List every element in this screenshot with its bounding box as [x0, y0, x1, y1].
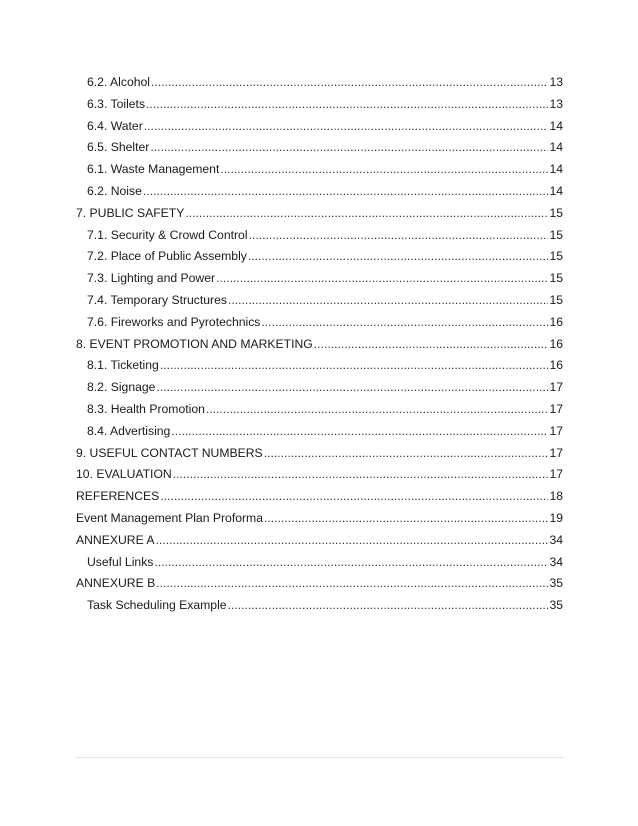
toc-entry-label: 8.2. Signage — [87, 380, 156, 395]
toc-entry[interactable] — [0, 400, 563, 422]
toc-entry-page-number: 16 — [549, 336, 563, 351]
toc-entry-label: REFERENCES — [76, 489, 160, 504]
toc-entry-label: 7.6. Fireworks and Pyrotechnics — [87, 314, 261, 329]
toc-entry[interactable] — [0, 291, 563, 313]
toc-entry[interactable] — [0, 117, 563, 139]
toc-entry[interactable] — [0, 356, 563, 378]
toc-entry-page-number: 14 — [549, 140, 563, 155]
toc-entry-label: 7.1. Security & Crowd Control — [87, 227, 248, 242]
toc-dot-leader — [151, 73, 548, 91]
toc-entry-page-number: 15 — [549, 249, 563, 264]
toc-entry-label: Event Management Plan Proforma — [76, 510, 263, 525]
toc-entry-label: 10. EVALUATION — [76, 467, 172, 482]
toc-dot-leader — [228, 596, 548, 614]
toc-dot-leader — [173, 465, 548, 483]
toc-dot-leader — [146, 95, 548, 113]
toc-entry[interactable] — [0, 138, 563, 160]
toc-entry-page-number: 34 — [549, 554, 563, 569]
toc-entry[interactable] — [0, 335, 563, 357]
toc-entry-page-number: 13 — [549, 96, 563, 111]
toc-entry-page-number: 15 — [549, 227, 563, 242]
toc-entry-label: 6.2. Alcohol — [87, 75, 151, 89]
toc-list — [0, 73, 563, 618]
toc-entry[interactable] — [0, 160, 563, 182]
toc-dot-leader — [228, 291, 548, 309]
toc-entry-page-number: 35 — [549, 576, 563, 591]
toc-dot-leader — [171, 422, 548, 440]
toc-entry[interactable] — [0, 444, 563, 466]
toc-entry-label: 8. EVENT PROMOTION AND MARKETING — [76, 336, 313, 351]
toc-entry-page-number: 17 — [549, 423, 563, 438]
toc-dot-leader — [160, 487, 548, 505]
toc-entry-page-number: 14 — [549, 118, 563, 133]
toc-dot-leader — [150, 138, 548, 156]
toc-entry-page-number: 17 — [549, 467, 563, 482]
toc-dot-leader — [314, 335, 548, 353]
toc-dot-leader — [160, 356, 548, 374]
toc-dot-leader — [156, 378, 548, 396]
toc-entry[interactable] — [0, 531, 563, 553]
toc-dot-leader — [206, 400, 548, 418]
toc-entry-label: 8.1. Ticketing — [87, 358, 159, 373]
toc-entry-page-number: 15 — [549, 292, 563, 307]
toc-entry-page-number: 17 — [549, 380, 563, 395]
toc-dot-leader — [143, 182, 548, 200]
toc-entry-label: 9. USEFUL CONTACT NUMBERS — [76, 445, 263, 460]
toc-entry-page-number: 35 — [549, 598, 563, 613]
toc-entry[interactable] — [0, 204, 563, 226]
toc-dot-leader — [261, 313, 548, 331]
toc-entry-label: 6.3. Toilets — [87, 96, 146, 111]
toc-entry-page-number: 15 — [549, 271, 563, 286]
toc-entry-label: 6.1. Waste Management — [87, 162, 220, 177]
toc-entry[interactable] — [0, 182, 563, 204]
toc-entry-label: 6.4. Water — [87, 118, 143, 133]
toc-entry-page-number: 13 — [549, 75, 563, 89]
toc-entry-label: 6.2. Noise — [87, 183, 142, 198]
toc-dot-leader — [264, 509, 548, 527]
toc-entry-page-number: 17 — [549, 401, 563, 416]
toc-entry-label: 6.5. Shelter — [87, 140, 150, 155]
toc-entry-label: 7. PUBLIC SAFETY — [76, 205, 185, 220]
toc-entry[interactable] — [0, 269, 563, 291]
toc-entry-page-number: 34 — [549, 532, 563, 547]
toc-entry[interactable] — [0, 313, 563, 335]
toc-entry-label: 8.4. Advertising — [87, 423, 171, 438]
toc-dot-leader — [248, 247, 548, 265]
table-of-contents — [0, 73, 638, 618]
footer-divider — [75, 757, 564, 758]
toc-entry-page-number: 15 — [549, 205, 563, 220]
toc-entry[interactable] — [0, 422, 563, 444]
toc-dot-leader — [220, 160, 548, 178]
toc-dot-leader — [264, 444, 548, 462]
toc-entry-page-number: 14 — [549, 162, 563, 177]
toc-entry-label: Task Scheduling Example — [87, 598, 227, 613]
toc-entry[interactable] — [0, 596, 563, 618]
toc-entry[interactable] — [0, 465, 563, 487]
toc-entry-label: 8.3. Health Promotion — [87, 401, 205, 416]
toc-entry[interactable] — [0, 574, 563, 596]
toc-dot-leader — [144, 117, 548, 135]
toc-dot-leader — [216, 269, 548, 287]
toc-entry-label: 7.3. Lighting and Power — [87, 271, 216, 286]
toc-entry[interactable] — [0, 73, 563, 95]
toc-entry[interactable] — [0, 226, 563, 248]
toc-entry-label: 7.4. Temporary Structures — [87, 292, 227, 307]
toc-entry-label: ANNEXURE B — [76, 576, 156, 591]
toc-entry[interactable] — [0, 487, 563, 509]
toc-entry[interactable] — [0, 509, 563, 531]
toc-dot-leader — [185, 204, 548, 222]
toc-entry-page-number: 19 — [549, 510, 563, 525]
toc-dot-leader — [156, 531, 548, 549]
toc-entry[interactable] — [0, 553, 563, 575]
toc-dot-leader — [156, 574, 548, 592]
toc-dot-leader — [249, 226, 548, 244]
toc-entry[interactable] — [0, 95, 563, 117]
toc-dot-leader — [154, 553, 548, 571]
toc-entry-page-number: 17 — [549, 445, 563, 460]
toc-entry-label: 7.2. Place of Public Assembly — [87, 249, 247, 264]
toc-entry-page-number: 16 — [549, 314, 563, 329]
toc-entry-label: Useful Links — [87, 554, 154, 569]
toc-entry-page-number: 16 — [549, 358, 563, 373]
toc-entry[interactable] — [0, 378, 563, 400]
toc-entry-page-number: 18 — [549, 489, 563, 504]
toc-entry-page-number: 14 — [549, 183, 563, 198]
toc-entry-label: ANNEXURE A — [76, 532, 155, 547]
toc-entry[interactable] — [0, 247, 563, 269]
